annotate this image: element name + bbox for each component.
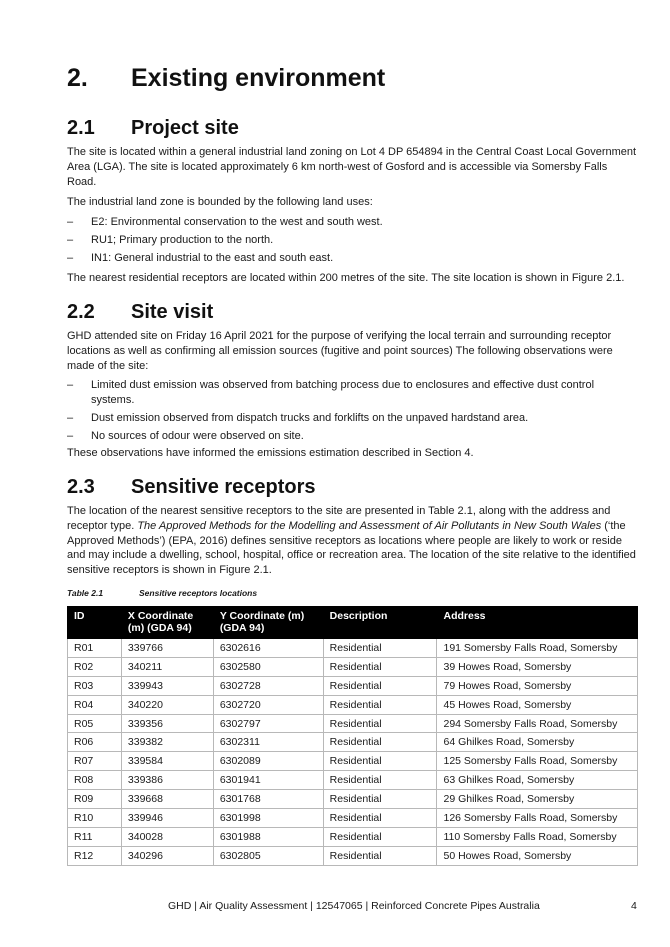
table-cell: R09 — [68, 790, 122, 809]
column-header: ID — [68, 607, 122, 639]
section-title: Existing environment — [131, 64, 386, 92]
table-caption — [67, 588, 257, 598]
list-item: – Limited dust emission was observed from batching process due to enclosures and effective dust control systems. — [67, 378, 639, 408]
bullet-list — [67, 215, 639, 269]
table-cell: 64 Ghilkes Road, Somersby — [437, 733, 638, 752]
table-cell: Residential — [323, 695, 437, 714]
table-cell: 6302720 — [213, 695, 323, 714]
table-cell: 79 Howes Road, Somersby — [437, 676, 638, 695]
table-cell: R05 — [68, 714, 122, 733]
table-cell: 125 Somersby Falls Road, Somersby — [437, 752, 638, 771]
subsection-number: 2.1 — [67, 117, 95, 139]
bullet-list — [67, 378, 639, 446]
table-cell: 45 Howes Road, Somersby — [437, 695, 638, 714]
table-row — [68, 676, 638, 695]
table-cell: 339946 — [121, 809, 213, 828]
subsection-number: 2.3 — [67, 476, 95, 498]
table-cell: R08 — [68, 771, 122, 790]
list-item: – E2: Environmental conservation to the west and south west. — [67, 215, 639, 230]
table-cell: 340028 — [121, 827, 213, 846]
table-cell: 339356 — [121, 714, 213, 733]
table-row — [68, 639, 638, 658]
table-caption-number: Table 2.1 — [67, 588, 104, 598]
table-cell: Residential — [323, 771, 437, 790]
table-row — [68, 695, 638, 714]
table-cell: Residential — [323, 752, 437, 771]
table-cell: 50 Howes Road, Somersby — [437, 846, 638, 865]
table-cell: Residential — [323, 809, 437, 828]
text-run: The location of the nearest sensitive receptors to the site are presented in Table 2.1, along with the address and receptor type. — [67, 505, 611, 532]
table-row — [68, 846, 638, 865]
table-row — [68, 827, 638, 846]
list-item: – Dust emission observed from dispatch trucks and forklifts on the unpaved hardstand area. — [67, 411, 639, 426]
subsection-heading-2-2 — [67, 301, 213, 324]
subsection-number: 2.2 — [67, 301, 95, 323]
table-cell: Residential — [323, 657, 437, 676]
column-header: Address — [437, 607, 638, 639]
receptors-table — [67, 606, 638, 866]
table-cell: 110 Somersby Falls Road, Somersby — [437, 827, 638, 846]
subsection-heading-2-3 — [67, 476, 316, 499]
table-cell: Residential — [323, 846, 437, 865]
table-cell: 340296 — [121, 846, 213, 865]
table-cell: Residential — [323, 639, 437, 658]
table-cell: 6301941 — [213, 771, 323, 790]
column-header: X Coordinate (m) (GDA 94) — [121, 607, 213, 639]
table-row — [68, 733, 638, 752]
paragraph — [67, 504, 639, 578]
table-cell: 340211 — [121, 657, 213, 676]
table-cell: R03 — [68, 676, 122, 695]
table-row — [68, 771, 638, 790]
table-cell: 339766 — [121, 639, 213, 658]
table-cell: 339584 — [121, 752, 213, 771]
table-cell: 340220 — [121, 695, 213, 714]
table-cell: 63 Ghilkes Road, Somersby — [437, 771, 638, 790]
table-cell: R07 — [68, 752, 122, 771]
table-cell: Residential — [323, 714, 437, 733]
table-cell: 294 Somersby Falls Road, Somersby — [437, 714, 638, 733]
table-cell: 339943 — [121, 676, 213, 695]
subsection-heading-2-1 — [67, 117, 239, 140]
table-cell: 126 Somersby Falls Road, Somersby — [437, 809, 638, 828]
table-cell: R02 — [68, 657, 122, 676]
table-cell: Residential — [323, 733, 437, 752]
table-row — [68, 752, 638, 771]
table-cell: 6302580 — [213, 657, 323, 676]
table-cell: R06 — [68, 733, 122, 752]
table-cell: 6301988 — [213, 827, 323, 846]
subsection-title: Sensitive receptors — [131, 476, 316, 498]
table-cell: 6302089 — [213, 752, 323, 771]
table-caption-title: Sensitive receptors locations — [139, 588, 258, 598]
column-header: Description — [323, 607, 437, 639]
document-title-italic: The Approved Methods for the Modelling and Assessment of Air Pollutants in New South Wales — [137, 519, 602, 532]
table-cell: 339668 — [121, 790, 213, 809]
column-header: Y Coordinate (m) (GDA 94) — [213, 607, 323, 639]
table-cell: 6302797 — [213, 714, 323, 733]
table-cell: R11 — [68, 827, 122, 846]
table-cell: 29 Ghilkes Road, Somersby — [437, 790, 638, 809]
table-cell: 39 Howes Road, Somersby — [437, 657, 638, 676]
paragraph: These observations have informed the emissions estimation described in Section 4. — [67, 447, 474, 459]
paragraph: The industrial land zone is bounded by the following land uses: — [67, 196, 373, 208]
section-number: 2. — [67, 64, 88, 92]
subsection-title: Project site — [131, 117, 239, 139]
table-row — [68, 714, 638, 733]
paragraph: The nearest residential receptors are located within 200 metres of the site. The site location is shown in Figure 2.1. — [67, 272, 625, 284]
table-cell: 6302728 — [213, 676, 323, 695]
table-row — [68, 657, 638, 676]
table-cell: 6301768 — [213, 790, 323, 809]
table-row — [68, 809, 638, 828]
table-cell: 6302311 — [213, 733, 323, 752]
list-item: – IN1: General industrial to the east and south east. — [67, 251, 639, 266]
page-number: 4 — [631, 900, 637, 912]
table-cell: 339386 — [121, 771, 213, 790]
table-cell: 339382 — [121, 733, 213, 752]
table-cell: 6302805 — [213, 846, 323, 865]
text-run: (‘the Approved Methods’) (EPA, 2016) defines sensitive receptors as locations where people are likely to work or reside and may include a dwelling, school, hospital, office or recreation area. The location of the site relative to the identified sensitive receptors is shown in Figure 2.1. — [67, 519, 636, 577]
table-cell: R12 — [68, 846, 122, 865]
table-header-row — [68, 607, 638, 639]
paragraph: GHD attended site on Friday 16 April 2021 for the purpose of verifying the local terrain and surrounding receptor locations as well as confirming all emission sources (fugitive and point sources) The following observations were made of the site: — [67, 330, 613, 372]
table-cell: 6302616 — [213, 639, 323, 658]
table-row — [68, 790, 638, 809]
paragraph: The site is located within a general industrial land zoning on Lot 4 DP 654894 in the Central Coast Local Government Area (LGA). The site is located approximately 6 km north-west of Gosford and is accessible via Somersby Falls Road. — [67, 146, 637, 188]
subsection-title: Site visit — [131, 301, 214, 323]
table-cell: 6301998 — [213, 809, 323, 828]
table-cell: R01 — [68, 639, 122, 658]
list-item: – No sources of odour were observed on site. — [67, 429, 639, 444]
table-cell: Residential — [323, 676, 437, 695]
list-item: – RU1; Primary production to the north. — [67, 233, 639, 248]
table-cell: 191 Somersby Falls Road, Somersby — [437, 639, 638, 658]
section-heading — [67, 64, 385, 93]
table-cell: R04 — [68, 695, 122, 714]
table-cell: Residential — [323, 827, 437, 846]
footer-text: GHD | Air Quality Assessment | 12547065 | Reinforced Concrete Pipes Australia — [168, 900, 540, 912]
table-cell: R10 — [68, 809, 122, 828]
table-cell: Residential — [323, 790, 437, 809]
